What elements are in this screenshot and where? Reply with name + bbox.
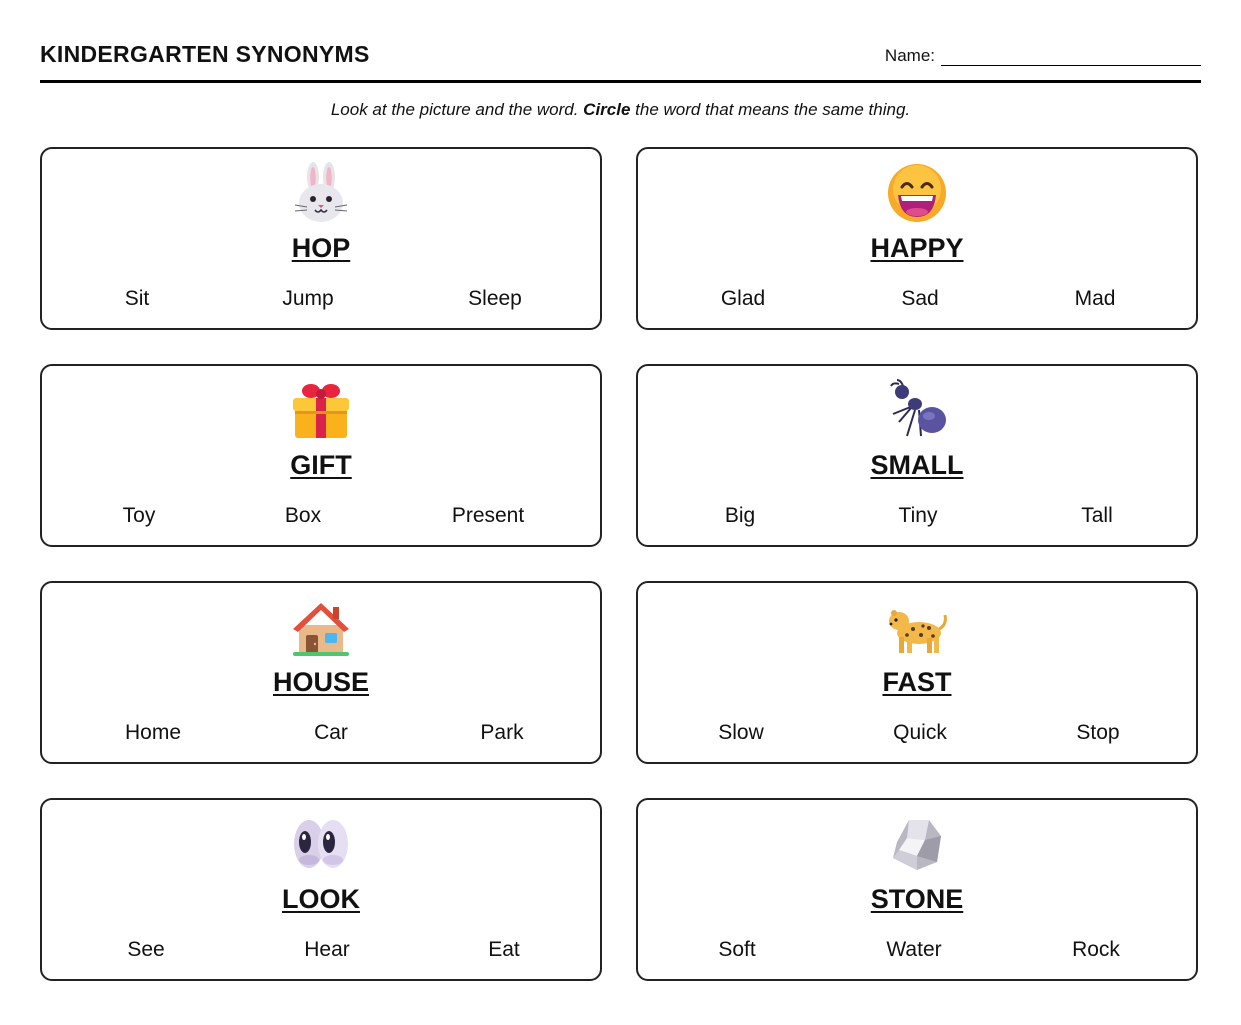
name-line[interactable] <box>941 47 1201 66</box>
target-word: GIFT <box>290 450 352 480</box>
answer-option[interactable]: Present <box>451 504 525 527</box>
answer-option[interactable]: Home <box>124 721 182 744</box>
synonym-card-house <box>40 581 602 764</box>
answer-option[interactable]: Toy <box>122 504 156 527</box>
answer-option[interactable]: Tiny <box>898 504 938 527</box>
target-word: HOUSE <box>272 667 370 697</box>
answer-option[interactable]: Hear <box>304 938 350 961</box>
wrapped-gift-icon <box>289 378 353 442</box>
target-word: LOOK <box>282 884 360 914</box>
rabbit-face-icon <box>289 161 353 225</box>
synonym-card-stone <box>636 798 1198 981</box>
leopard-icon <box>885 595 949 659</box>
target-word: STONE <box>870 884 964 914</box>
target-word: SMALL <box>870 450 964 480</box>
eyes-icon <box>289 812 353 876</box>
ant-icon <box>885 378 949 442</box>
instructions-text-2: the word that means the same thing. <box>630 100 911 119</box>
target-word: HOP <box>291 233 351 263</box>
house-icon <box>289 595 353 659</box>
worksheet-title: KINDERGARTEN SYNONYMS <box>40 41 370 67</box>
answer-option[interactable]: Car <box>314 721 348 744</box>
synonym-card-gift <box>40 364 602 547</box>
synonym-card-happy <box>636 147 1198 330</box>
answer-option[interactable]: Sleep <box>468 287 522 310</box>
synonym-card-small <box>636 364 1198 547</box>
synonym-card-look <box>40 798 602 981</box>
answer-option[interactable]: Park <box>480 721 524 744</box>
worksheet-header <box>40 28 1201 83</box>
answer-option[interactable]: Sit <box>124 287 150 310</box>
instructions-text-1: Look at the picture and the word. <box>330 100 584 119</box>
name-field <box>885 46 1201 66</box>
answer-option[interactable]: Big <box>724 504 756 527</box>
rock-icon <box>885 812 949 876</box>
answer-option[interactable]: Rock <box>1072 938 1120 961</box>
synonym-card-fast <box>636 581 1198 764</box>
synonym-card-hop <box>40 147 602 330</box>
target-word: HAPPY <box>870 233 964 263</box>
answer-option[interactable]: Mad <box>1074 287 1116 310</box>
target-word: FAST <box>882 667 952 697</box>
grinning-face-icon <box>885 161 949 225</box>
answer-option[interactable]: Tall <box>1081 504 1113 527</box>
answer-option[interactable]: Stop <box>1076 721 1120 744</box>
answer-option[interactable]: Slow <box>718 721 764 744</box>
answer-option[interactable]: Eat <box>488 938 520 961</box>
answer-option[interactable]: Jump <box>282 287 334 310</box>
answer-option[interactable]: Water <box>886 938 942 961</box>
answer-option[interactable]: Soft <box>718 938 756 961</box>
answer-option[interactable]: Sad <box>901 287 939 310</box>
answer-option[interactable]: Glad <box>720 287 766 310</box>
answer-option[interactable]: See <box>127 938 165 961</box>
name-label: Name: <box>884 46 935 65</box>
instructions-bold: Circle <box>583 100 631 119</box>
answer-option[interactable]: Box <box>284 504 322 527</box>
answer-option[interactable]: Quick <box>893 721 947 744</box>
instructions <box>0 100 1241 120</box>
